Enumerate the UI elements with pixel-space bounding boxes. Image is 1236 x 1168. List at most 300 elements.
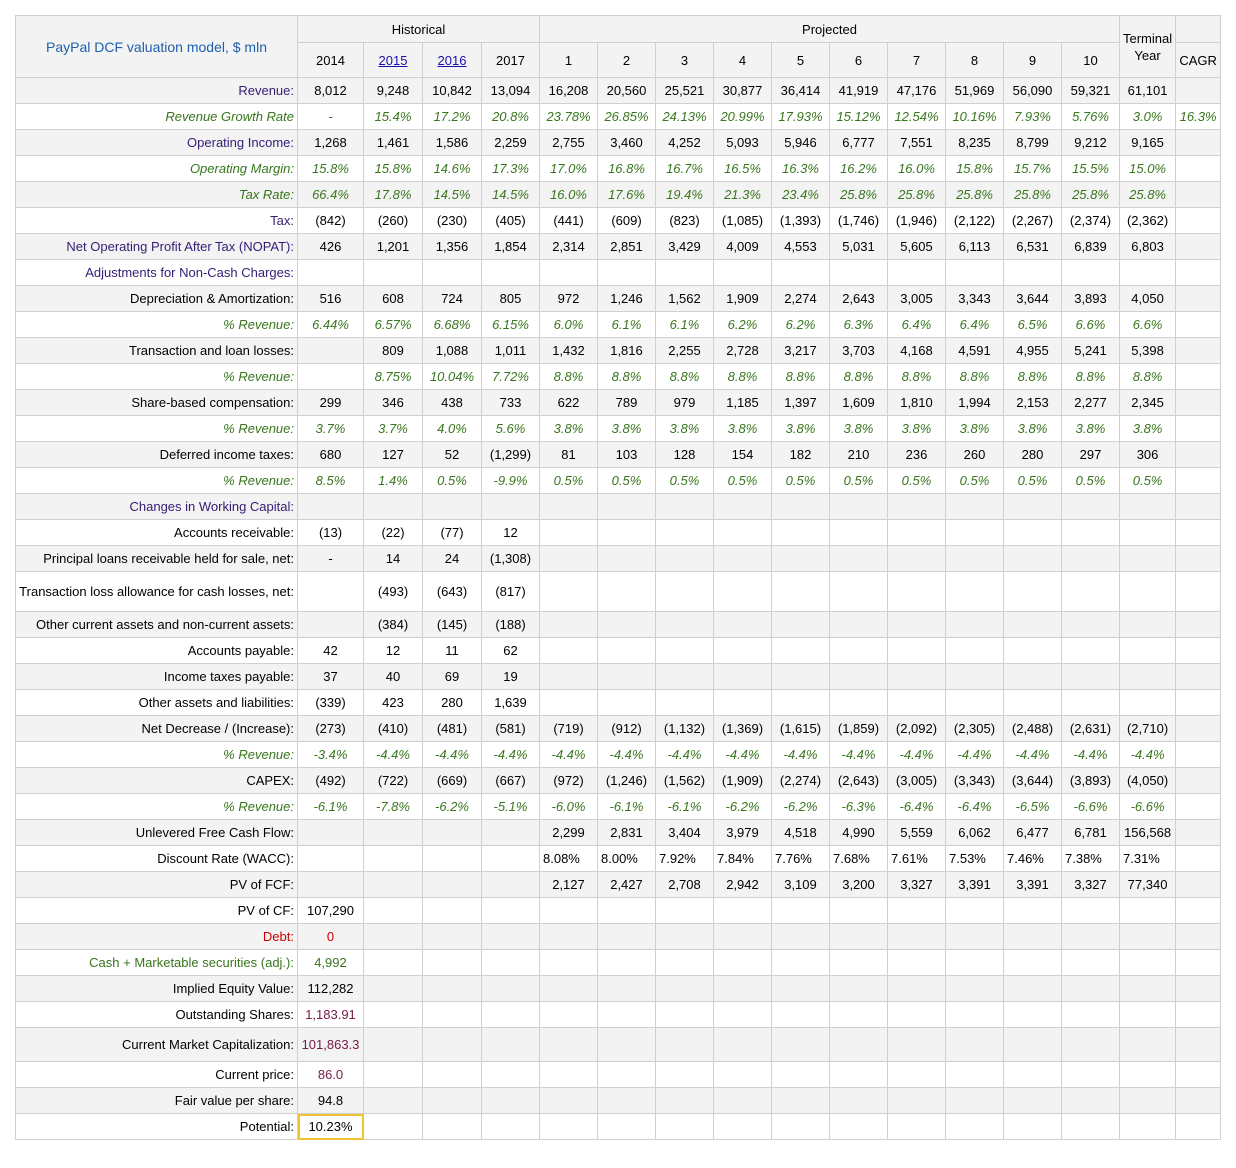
value-cell[interactable] xyxy=(830,690,888,716)
value-cell[interactable] xyxy=(888,1002,946,1028)
value-cell[interactable]: 59,321 xyxy=(1062,78,1120,104)
value-cell[interactable]: 2,299 xyxy=(540,820,598,846)
value-cell[interactable]: 1,816 xyxy=(598,338,656,364)
value-cell[interactable]: (145) xyxy=(423,612,482,638)
value-cell[interactable]: 25.8% xyxy=(888,182,946,208)
value-cell[interactable]: 5.6% xyxy=(482,416,540,442)
value-cell[interactable] xyxy=(482,820,540,846)
value-cell[interactable]: 62 xyxy=(482,638,540,664)
value-cell[interactable] xyxy=(364,872,423,898)
value-cell[interactable]: 3,391 xyxy=(1004,872,1062,898)
value-cell[interactable]: 1,246 xyxy=(598,286,656,312)
column-header-2016-link[interactable]: 2016 xyxy=(423,43,482,78)
value-cell[interactable] xyxy=(1062,520,1120,546)
value-cell[interactable] xyxy=(772,898,830,924)
value-cell[interactable] xyxy=(1120,520,1176,546)
row-label[interactable]: Deferred income taxes: xyxy=(16,442,298,468)
value-cell[interactable]: 107,290 xyxy=(298,898,364,924)
value-cell[interactable] xyxy=(1120,898,1176,924)
value-cell[interactable]: 1,994 xyxy=(946,390,1004,416)
value-cell[interactable] xyxy=(482,1114,540,1140)
value-cell[interactable]: 1,201 xyxy=(364,234,423,260)
value-cell[interactable] xyxy=(364,1088,423,1114)
value-cell[interactable] xyxy=(1004,976,1062,1002)
value-cell[interactable]: -6.1% xyxy=(298,794,364,820)
value-cell[interactable]: 3,005 xyxy=(888,286,946,312)
value-cell[interactable]: 5,031 xyxy=(830,234,888,260)
value-cell[interactable] xyxy=(1062,1088,1120,1114)
value-cell[interactable]: 3.8% xyxy=(946,416,1004,442)
value-cell[interactable]: -4.4% xyxy=(598,742,656,768)
value-cell[interactable] xyxy=(598,260,656,286)
value-cell[interactable] xyxy=(364,494,423,520)
row-label[interactable]: Discount Rate (WACC): xyxy=(16,846,298,872)
value-cell[interactable] xyxy=(1004,1088,1062,1114)
value-cell[interactable] xyxy=(714,260,772,286)
value-cell[interactable] xyxy=(364,976,423,1002)
value-cell[interactable]: 0 xyxy=(298,924,364,950)
value-cell[interactable]: 25.8% xyxy=(1062,182,1120,208)
value-cell[interactable]: 0.5% xyxy=(1004,468,1062,494)
value-cell[interactable]: 5,398 xyxy=(1120,338,1176,364)
column-header-year-5[interactable]: 5 xyxy=(772,43,830,78)
value-cell[interactable]: 0.5% xyxy=(830,468,888,494)
value-cell[interactable]: 7,551 xyxy=(888,130,946,156)
value-cell[interactable] xyxy=(714,1088,772,1114)
value-cell[interactable] xyxy=(1004,572,1062,612)
value-cell[interactable] xyxy=(1062,260,1120,286)
value-cell[interactable]: 7.84% xyxy=(714,846,772,872)
value-cell[interactable] xyxy=(1176,846,1221,872)
value-cell[interactable]: 6.5% xyxy=(1004,312,1062,338)
value-cell[interactable]: -4.4% xyxy=(1004,742,1062,768)
value-cell[interactable] xyxy=(946,1114,1004,1140)
value-cell[interactable]: 6,777 xyxy=(830,130,888,156)
value-cell[interactable] xyxy=(1004,1002,1062,1028)
value-cell[interactable]: (1,369) xyxy=(714,716,772,742)
value-cell[interactable]: 2,942 xyxy=(714,872,772,898)
value-cell[interactable] xyxy=(1004,664,1062,690)
value-cell[interactable] xyxy=(1176,690,1221,716)
value-cell[interactable] xyxy=(540,572,598,612)
value-cell[interactable]: 6.57% xyxy=(364,312,423,338)
row-label[interactable]: % Revenue: xyxy=(16,312,298,338)
value-cell[interactable]: 41,919 xyxy=(830,78,888,104)
value-cell[interactable] xyxy=(1176,338,1221,364)
value-cell[interactable]: 4,992 xyxy=(298,950,364,976)
value-cell[interactable] xyxy=(772,1028,830,1062)
value-cell[interactable] xyxy=(714,1114,772,1140)
value-cell[interactable]: 7.46% xyxy=(1004,846,1062,872)
value-cell[interactable] xyxy=(1176,820,1221,846)
value-cell[interactable] xyxy=(888,612,946,638)
value-cell[interactable]: 3.8% xyxy=(714,416,772,442)
value-cell[interactable]: 101,863.3 xyxy=(298,1028,364,1062)
value-cell[interactable] xyxy=(830,898,888,924)
value-cell[interactable] xyxy=(714,950,772,976)
value-cell[interactable]: 8.8% xyxy=(598,364,656,390)
value-cell[interactable] xyxy=(1176,546,1221,572)
value-cell[interactable] xyxy=(298,260,364,286)
value-cell[interactable]: 103 xyxy=(598,442,656,468)
value-cell[interactable]: -6.3% xyxy=(830,794,888,820)
value-cell[interactable]: 19.4% xyxy=(656,182,714,208)
value-cell[interactable] xyxy=(946,664,1004,690)
value-cell[interactable]: (669) xyxy=(423,768,482,794)
value-cell[interactable]: 42 xyxy=(298,638,364,664)
value-cell[interactable]: 16,208 xyxy=(540,78,598,104)
value-cell[interactable]: 30,877 xyxy=(714,78,772,104)
value-cell[interactable]: 14.6% xyxy=(423,156,482,182)
value-cell[interactable] xyxy=(656,924,714,950)
value-cell[interactable]: 14.5% xyxy=(423,182,482,208)
value-cell[interactable] xyxy=(540,494,598,520)
value-cell[interactable]: 1,397 xyxy=(772,390,830,416)
value-cell[interactable]: 77,340 xyxy=(1120,872,1176,898)
value-cell[interactable]: (1,946) xyxy=(888,208,946,234)
value-cell[interactable]: (1,308) xyxy=(482,546,540,572)
value-cell[interactable]: 8.8% xyxy=(772,364,830,390)
value-cell[interactable] xyxy=(946,976,1004,1002)
column-header-year-1[interactable]: 1 xyxy=(540,43,598,78)
value-cell[interactable]: 16.3% xyxy=(1176,104,1221,130)
value-cell[interactable]: 3,343 xyxy=(946,286,1004,312)
value-cell[interactable]: 297 xyxy=(1062,442,1120,468)
value-cell[interactable]: 1.4% xyxy=(364,468,423,494)
row-label[interactable]: Accounts receivable: xyxy=(16,520,298,546)
value-cell[interactable]: 3,217 xyxy=(772,338,830,364)
value-cell[interactable]: 5,946 xyxy=(772,130,830,156)
value-cell[interactable]: 2,427 xyxy=(598,872,656,898)
value-cell[interactable]: 69 xyxy=(423,664,482,690)
value-cell[interactable] xyxy=(946,1002,1004,1028)
value-cell[interactable] xyxy=(598,494,656,520)
value-cell[interactable]: 1,461 xyxy=(364,130,423,156)
value-cell[interactable] xyxy=(423,898,482,924)
value-cell[interactable] xyxy=(714,520,772,546)
sheet-title[interactable]: PayPal DCF valuation model, $ mln xyxy=(16,16,298,78)
value-cell[interactable] xyxy=(1062,924,1120,950)
value-cell[interactable]: 2,643 xyxy=(830,286,888,312)
value-cell[interactable] xyxy=(888,638,946,664)
value-cell[interactable] xyxy=(1176,794,1221,820)
value-cell[interactable]: 17.93% xyxy=(772,104,830,130)
value-cell[interactable]: 6,531 xyxy=(1004,234,1062,260)
value-cell[interactable] xyxy=(1004,638,1062,664)
value-cell[interactable] xyxy=(1004,546,1062,572)
value-cell[interactable] xyxy=(1120,572,1176,612)
value-cell[interactable] xyxy=(482,1062,540,1088)
value-cell[interactable] xyxy=(888,494,946,520)
value-cell[interactable] xyxy=(1120,976,1176,1002)
value-cell[interactable]: -6.4% xyxy=(888,794,946,820)
value-cell[interactable] xyxy=(1176,664,1221,690)
value-cell[interactable]: (22) xyxy=(364,520,423,546)
value-cell[interactable]: 6.1% xyxy=(598,312,656,338)
value-cell[interactable]: -5.1% xyxy=(482,794,540,820)
value-cell[interactable]: 680 xyxy=(298,442,364,468)
value-cell[interactable]: 8.8% xyxy=(1062,364,1120,390)
value-cell[interactable] xyxy=(423,494,482,520)
value-cell[interactable]: (817) xyxy=(482,572,540,612)
value-cell[interactable]: 6,062 xyxy=(946,820,1004,846)
value-cell[interactable] xyxy=(772,950,830,976)
value-cell[interactable]: (643) xyxy=(423,572,482,612)
value-cell[interactable] xyxy=(1176,924,1221,950)
value-cell[interactable]: 25.8% xyxy=(830,182,888,208)
value-cell[interactable] xyxy=(656,638,714,664)
value-cell[interactable]: 8.8% xyxy=(830,364,888,390)
value-cell[interactable] xyxy=(830,924,888,950)
value-cell[interactable]: 8.08% xyxy=(540,846,598,872)
value-cell[interactable]: 12.54% xyxy=(888,104,946,130)
value-cell[interactable]: 0.5% xyxy=(714,468,772,494)
value-cell[interactable] xyxy=(1120,494,1176,520)
value-cell[interactable] xyxy=(1176,638,1221,664)
row-label[interactable]: Tax Rate: xyxy=(16,182,298,208)
value-cell[interactable]: 1,183.91 xyxy=(298,1002,364,1028)
value-cell[interactable]: 17.2% xyxy=(423,104,482,130)
value-cell[interactable] xyxy=(482,898,540,924)
value-cell[interactable]: 3.8% xyxy=(888,416,946,442)
value-cell[interactable] xyxy=(540,690,598,716)
row-label[interactable]: Debt: xyxy=(16,924,298,950)
value-cell[interactable]: (481) xyxy=(423,716,482,742)
value-cell[interactable] xyxy=(1176,742,1221,768)
value-cell[interactable]: 16.7% xyxy=(656,156,714,182)
value-cell[interactable]: 6.68% xyxy=(423,312,482,338)
value-cell[interactable]: 1,011 xyxy=(482,338,540,364)
potential-value-cell[interactable]: 10.23% xyxy=(298,1114,364,1140)
value-cell[interactable]: 14.5% xyxy=(482,182,540,208)
value-cell[interactable]: 25.8% xyxy=(946,182,1004,208)
value-cell[interactable] xyxy=(482,1028,540,1062)
value-cell[interactable] xyxy=(888,950,946,976)
value-cell[interactable]: (493) xyxy=(364,572,423,612)
value-cell[interactable]: 12 xyxy=(364,638,423,664)
value-cell[interactable] xyxy=(1176,260,1221,286)
value-cell[interactable]: 280 xyxy=(423,690,482,716)
value-cell[interactable]: 47,176 xyxy=(888,78,946,104)
value-cell[interactable] xyxy=(598,546,656,572)
value-cell[interactable]: 0.5% xyxy=(423,468,482,494)
value-cell[interactable]: (2,092) xyxy=(888,716,946,742)
value-cell[interactable]: (273) xyxy=(298,716,364,742)
value-cell[interactable] xyxy=(946,1088,1004,1114)
value-cell[interactable]: -4.4% xyxy=(1120,742,1176,768)
value-cell[interactable]: (2,122) xyxy=(946,208,1004,234)
value-cell[interactable] xyxy=(830,1088,888,1114)
value-cell[interactable]: 8.5% xyxy=(298,468,364,494)
value-cell[interactable]: (667) xyxy=(482,768,540,794)
value-cell[interactable]: 3,391 xyxy=(946,872,1004,898)
value-cell[interactable] xyxy=(598,664,656,690)
value-cell[interactable] xyxy=(772,664,830,690)
value-cell[interactable]: 3.8% xyxy=(772,416,830,442)
value-cell[interactable]: (1,132) xyxy=(656,716,714,742)
value-cell[interactable] xyxy=(1062,1002,1120,1028)
value-cell[interactable] xyxy=(946,898,1004,924)
value-cell[interactable]: (2,362) xyxy=(1120,208,1176,234)
value-cell[interactable]: 0.5% xyxy=(598,468,656,494)
value-cell[interactable] xyxy=(482,872,540,898)
value-cell[interactable]: (1,393) xyxy=(772,208,830,234)
value-cell[interactable] xyxy=(1176,468,1221,494)
value-cell[interactable] xyxy=(656,1088,714,1114)
value-cell[interactable]: 36,414 xyxy=(772,78,830,104)
row-label[interactable]: Changes in Working Capital: xyxy=(16,494,298,520)
value-cell[interactable] xyxy=(482,976,540,1002)
value-cell[interactable] xyxy=(714,1028,772,1062)
value-cell[interactable] xyxy=(598,572,656,612)
value-cell[interactable]: 438 xyxy=(423,390,482,416)
value-cell[interactable]: 2,314 xyxy=(540,234,598,260)
value-cell[interactable]: 156,568 xyxy=(1120,820,1176,846)
value-cell[interactable] xyxy=(482,924,540,950)
value-cell[interactable] xyxy=(714,638,772,664)
value-cell[interactable] xyxy=(1062,950,1120,976)
value-cell[interactable]: 14 xyxy=(364,546,423,572)
value-cell[interactable] xyxy=(772,1088,830,1114)
value-cell[interactable]: 13,094 xyxy=(482,78,540,104)
value-cell[interactable] xyxy=(946,690,1004,716)
value-cell[interactable]: 8.8% xyxy=(1120,364,1176,390)
value-cell[interactable] xyxy=(1120,664,1176,690)
value-cell[interactable]: (13) xyxy=(298,520,364,546)
value-cell[interactable]: 3.7% xyxy=(364,416,423,442)
value-cell[interactable] xyxy=(364,1002,423,1028)
value-cell[interactable] xyxy=(656,1114,714,1140)
value-cell[interactable]: (384) xyxy=(364,612,423,638)
value-cell[interactable] xyxy=(364,898,423,924)
value-cell[interactable] xyxy=(598,638,656,664)
value-cell[interactable] xyxy=(1176,442,1221,468)
value-cell[interactable]: 15.4% xyxy=(364,104,423,130)
value-cell[interactable]: (260) xyxy=(364,208,423,234)
value-cell[interactable]: 4,252 xyxy=(656,130,714,156)
value-cell[interactable]: 5,605 xyxy=(888,234,946,260)
value-cell[interactable]: 7.92% xyxy=(656,846,714,872)
value-cell[interactable]: 6.2% xyxy=(714,312,772,338)
value-cell[interactable]: 3,327 xyxy=(1062,872,1120,898)
value-cell[interactable] xyxy=(830,572,888,612)
value-cell[interactable] xyxy=(946,1028,1004,1062)
value-cell[interactable]: 6.2% xyxy=(772,312,830,338)
value-cell[interactable] xyxy=(364,1114,423,1140)
value-cell[interactable]: 426 xyxy=(298,234,364,260)
row-label[interactable]: Net Decrease / (Increase): xyxy=(16,716,298,742)
value-cell[interactable] xyxy=(598,976,656,1002)
value-cell[interactable] xyxy=(1176,1028,1221,1062)
value-cell[interactable]: 127 xyxy=(364,442,423,468)
value-cell[interactable]: -4.4% xyxy=(830,742,888,768)
row-label[interactable]: Principal loans receivable held for sale, net: xyxy=(16,546,298,572)
value-cell[interactable]: -4.4% xyxy=(656,742,714,768)
value-cell[interactable]: 3,644 xyxy=(1004,286,1062,312)
column-header-cagr[interactable]: CAGR xyxy=(1176,43,1221,78)
value-cell[interactable] xyxy=(656,1028,714,1062)
value-cell[interactable]: 1,268 xyxy=(298,130,364,156)
value-cell[interactable]: 7.68% xyxy=(830,846,888,872)
value-cell[interactable] xyxy=(598,1114,656,1140)
value-cell[interactable]: 15.8% xyxy=(298,156,364,182)
value-cell[interactable] xyxy=(364,260,423,286)
value-cell[interactable]: 0.5% xyxy=(888,468,946,494)
value-cell[interactable] xyxy=(540,664,598,690)
value-cell[interactable]: 7.61% xyxy=(888,846,946,872)
value-cell[interactable]: 3,109 xyxy=(772,872,830,898)
value-cell[interactable] xyxy=(1062,690,1120,716)
value-cell[interactable] xyxy=(946,494,1004,520)
value-cell[interactable]: 9,212 xyxy=(1062,130,1120,156)
value-cell[interactable] xyxy=(656,1002,714,1028)
value-cell[interactable] xyxy=(1176,156,1221,182)
value-cell[interactable] xyxy=(364,820,423,846)
value-cell[interactable] xyxy=(1176,286,1221,312)
value-cell[interactable] xyxy=(1176,234,1221,260)
value-cell[interactable] xyxy=(830,1028,888,1062)
value-cell[interactable]: - xyxy=(298,546,364,572)
value-cell[interactable]: 7.93% xyxy=(1004,104,1062,130)
row-label[interactable]: Other assets and liabilities: xyxy=(16,690,298,716)
value-cell[interactable] xyxy=(830,1062,888,1088)
value-cell[interactable]: (3,005) xyxy=(888,768,946,794)
value-cell[interactable]: 2,728 xyxy=(714,338,772,364)
value-cell[interactable] xyxy=(888,1114,946,1140)
value-cell[interactable] xyxy=(656,612,714,638)
value-cell[interactable]: 4,553 xyxy=(772,234,830,260)
value-cell[interactable] xyxy=(656,898,714,924)
value-cell[interactable]: (823) xyxy=(656,208,714,234)
value-cell[interactable] xyxy=(888,546,946,572)
value-cell[interactable]: 2,255 xyxy=(656,338,714,364)
value-cell[interactable]: -4.4% xyxy=(888,742,946,768)
value-cell[interactable]: 3.8% xyxy=(598,416,656,442)
value-cell[interactable]: -6.1% xyxy=(598,794,656,820)
value-cell[interactable]: 3.8% xyxy=(1120,416,1176,442)
value-cell[interactable] xyxy=(1176,768,1221,794)
value-cell[interactable]: (581) xyxy=(482,716,540,742)
value-cell[interactable]: 9,165 xyxy=(1120,130,1176,156)
value-cell[interactable] xyxy=(364,846,423,872)
value-cell[interactable] xyxy=(423,846,482,872)
value-cell[interactable] xyxy=(540,1002,598,1028)
value-cell[interactable] xyxy=(714,494,772,520)
value-cell[interactable]: 15.5% xyxy=(1062,156,1120,182)
value-cell[interactable] xyxy=(1004,260,1062,286)
value-cell[interactable]: 6.15% xyxy=(482,312,540,338)
value-cell[interactable] xyxy=(598,1002,656,1028)
value-cell[interactable]: 66.4% xyxy=(298,182,364,208)
value-cell[interactable] xyxy=(298,846,364,872)
value-cell[interactable]: 516 xyxy=(298,286,364,312)
value-cell[interactable]: -6.1% xyxy=(656,794,714,820)
value-cell[interactable]: 23.4% xyxy=(772,182,830,208)
value-cell[interactable]: 8.8% xyxy=(946,364,1004,390)
value-cell[interactable] xyxy=(714,664,772,690)
value-cell[interactable] xyxy=(946,546,1004,572)
value-cell[interactable]: 3,979 xyxy=(714,820,772,846)
value-cell[interactable] xyxy=(1176,898,1221,924)
value-cell[interactable]: (1,562) xyxy=(656,768,714,794)
value-cell[interactable]: -6.2% xyxy=(714,794,772,820)
value-cell[interactable]: 25,521 xyxy=(656,78,714,104)
value-cell[interactable] xyxy=(946,260,1004,286)
value-cell[interactable]: 17.3% xyxy=(482,156,540,182)
value-cell[interactable] xyxy=(1176,950,1221,976)
value-cell[interactable]: 56,090 xyxy=(1004,78,1062,104)
value-cell[interactable]: 10.04% xyxy=(423,364,482,390)
